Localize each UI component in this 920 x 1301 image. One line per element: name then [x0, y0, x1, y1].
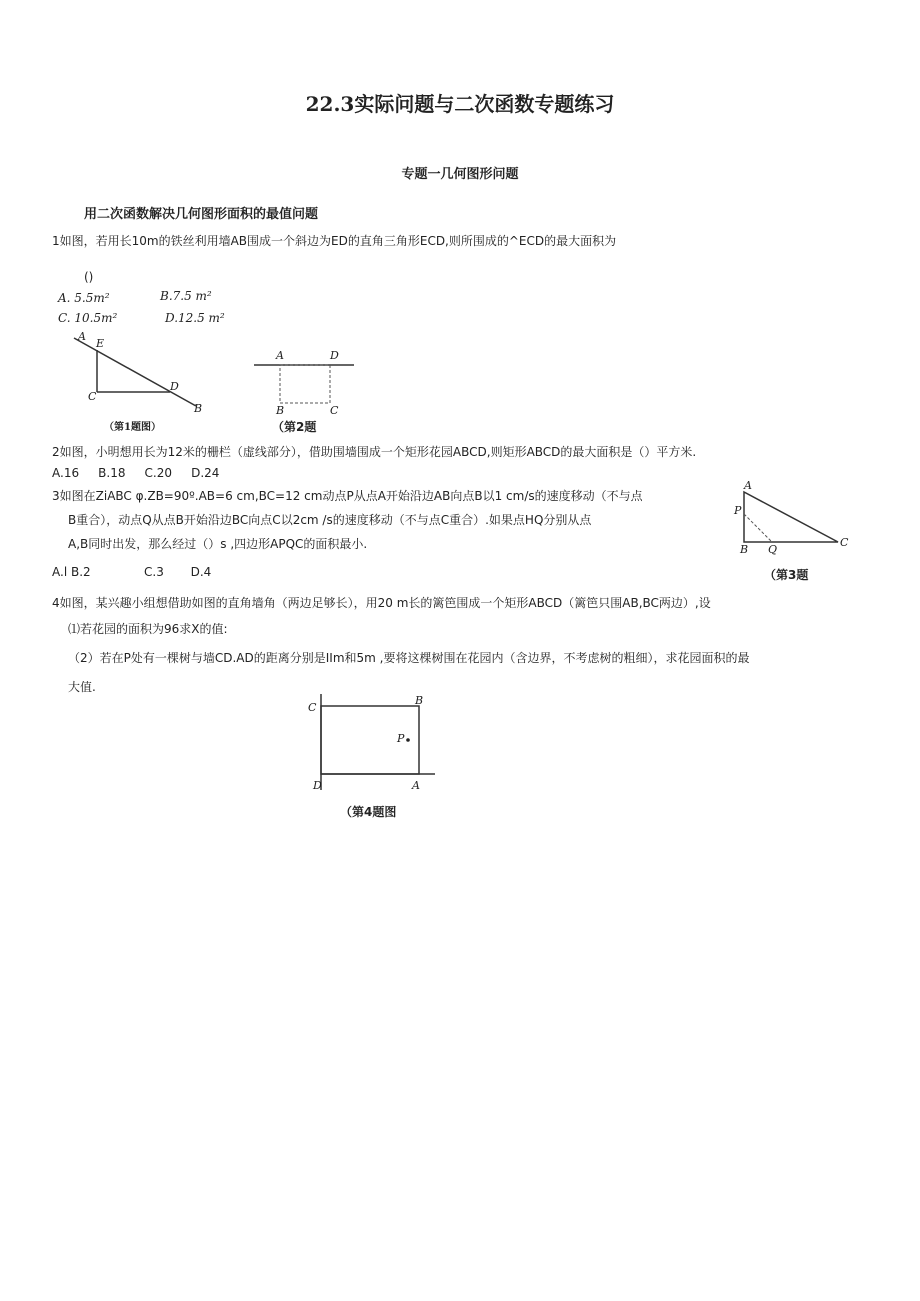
q3-line3: A,B同时出发，那么经过（）s ,四边形APQC的面积最小.: [68, 537, 368, 551]
q4-label-d: D: [313, 779, 322, 792]
q1-option-d: D.12.5 m²: [165, 311, 225, 325]
q1-bracket: (): [84, 270, 94, 284]
page-title: 22.3实际问题与二次函数专题练习: [305, 92, 615, 116]
q4-point-p: [406, 738, 410, 742]
q1-label-a: A: [78, 330, 86, 343]
q2-figure: [250, 348, 360, 418]
q3-segment-pq: [744, 514, 772, 542]
q4-label-b: B: [415, 694, 424, 707]
q3-label-q: Q: [768, 543, 778, 556]
q3-label-a: A: [744, 479, 752, 492]
q3-line1: 3如图在ZiABC φ.ZB=90º.AB=6 cm,BC=12 cm动点P从点A开始沿边AB向点B以1 cm/s的速度移动（不与点: [52, 489, 643, 503]
q3-triangle: [744, 492, 838, 542]
q3-caption: （第3题: [764, 568, 809, 582]
q4-label-c: C: [308, 701, 317, 714]
q1-label-d: D: [170, 380, 179, 393]
q3-figure: [732, 478, 856, 556]
q1-text: 1如图，若用长10m的铁丝利用墙AB围成一个斜边为ED的直角三角形ECD,则所围成的^ECD的最大面积为: [52, 234, 617, 248]
q2-label-d: D: [330, 349, 339, 362]
q1-option-b: B.7.5 m²: [160, 289, 212, 303]
q4-part2b: 大值.: [68, 680, 96, 694]
q4-label-p: P: [397, 732, 405, 745]
q2-label-b: B: [276, 404, 285, 417]
q2-label-a: A: [276, 349, 284, 362]
q3-label-b: B: [740, 543, 749, 556]
q1-option-a: A. 5.5m²: [58, 291, 110, 305]
q3-options: A.l B.2 C.3 D.4: [52, 565, 212, 579]
q2-label-c: C: [330, 404, 339, 417]
subsection-heading: 用二次函数解决几何图形面积的最值问题: [84, 207, 319, 222]
section-heading: 专题一几何图形问题: [401, 167, 519, 182]
q4-label-a: A: [412, 779, 420, 792]
q4-line1: 4如图，某兴趣小组想借助如图的直角墙角（两边足够长），用20 m长的篱笆围成一个矩形ABCD（篱笆只围AB,BC两边）,设: [52, 596, 711, 610]
q4-part2a: （2）若在P处有一棵树与墙CD.AD的距离分别是IIm和5m ,要将这棵树围在花园内（含边界，不考虑树的粗细），求花园面积的最: [68, 651, 750, 665]
q1-option-c: C. 10.5m²: [58, 311, 118, 325]
q2-text: 2如图，小明想用长为12米的栅栏（虚线部分），借助围墙围成一个矩形花园ABCD,则矩形ABCD的最大面积是（）平方米.: [52, 445, 697, 459]
q2-options: A.16 B.18 C.20 D.24: [52, 466, 220, 480]
q1-figure: [70, 328, 210, 415]
q1-label-b: B: [194, 402, 203, 415]
q4-caption: （第4题图: [340, 805, 397, 819]
q2-caption: （第2题: [272, 420, 317, 434]
q4-part1: ⑴若花园的面积为96求X的值:: [68, 622, 228, 636]
q4-figure: [305, 692, 440, 797]
q2-fence: [280, 365, 330, 403]
q1-label-e: E: [96, 337, 105, 350]
q3-line2: B重合），动点Q从点B开始沿边BC向点C以2cm /s的速度移动（不与点C重合）.如果点HQ分别从点: [68, 513, 592, 527]
q1-label-c: C: [88, 390, 97, 403]
q3-label-c: C: [840, 536, 849, 549]
q1-caption: （第1题图）: [104, 422, 161, 433]
q3-label-p: P: [734, 504, 742, 517]
